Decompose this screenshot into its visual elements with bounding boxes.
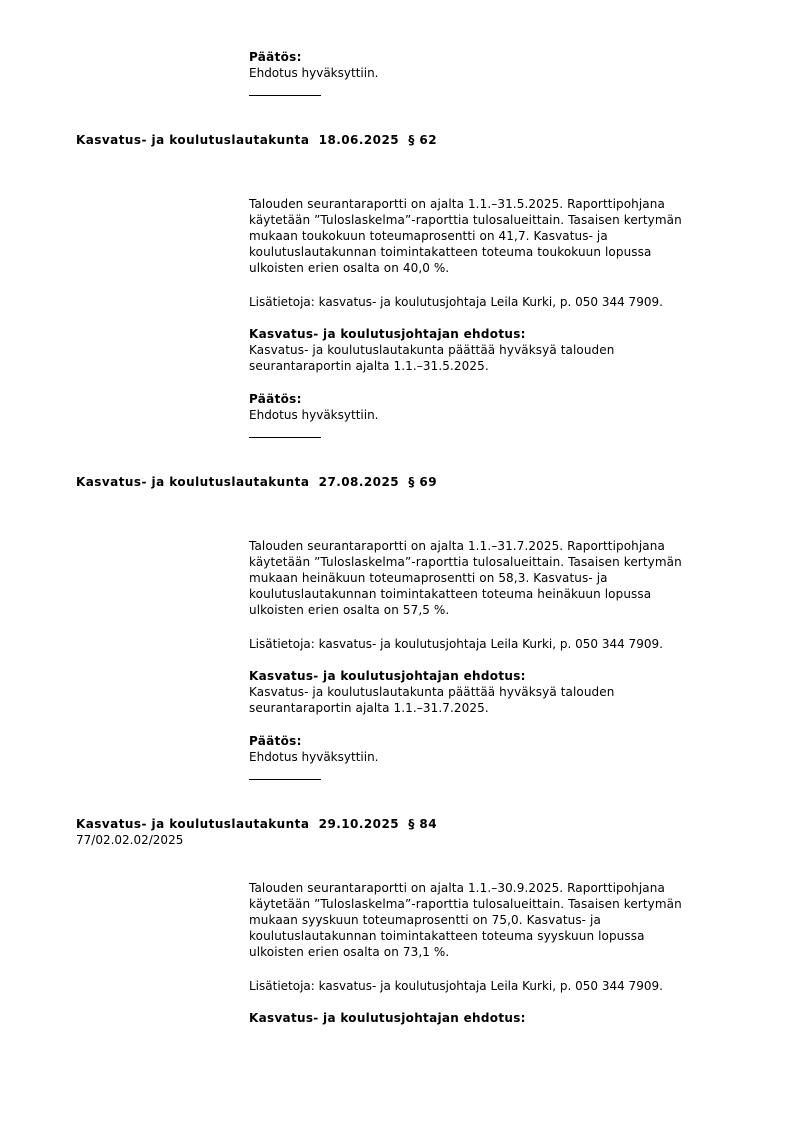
decision-label: Päätös: [249, 392, 302, 406]
decision-text: Ehdotus hyväksyttiin. [249, 66, 379, 80]
decision-text: Ehdotus hyväksyttiin. [249, 408, 379, 422]
info-line: Lisätietoja: kasvatus- ja koulutusjohtaja Leila Kurki, p. 050 344 7909. [249, 295, 663, 309]
section-heading: Kasvatus- ja koulutuslautakunta 18.06.2025 § 62 [76, 133, 437, 147]
proposal-label: Kasvatus- ja koulutusjohtajan ehdotus: [249, 1011, 526, 1025]
section-heading: Kasvatus- ja koulutuslautakunta 29.10.2025 § 84 [76, 817, 437, 831]
report-paragraph: Talouden seurantaraportti on ajalta 1.1.–31.7.2025. Raporttipohjana käytetään ”Tuloslaskelma”-raporttia tulosalueittain. Tasaisen kertymän mukaan heinäkuun toteumaprosentti on 58,3. Kasvatus- ja koulutuslautakunnan toimintakatteen toteuma heinäkuun lopussa ulkoisten erien osalta on 57,5 %. [249, 539, 682, 617]
info-line: Lisätietoja: kasvatus- ja koulutusjohtaja Leila Kurki, p. 050 344 7909. [249, 979, 663, 993]
proposal-text: Kasvatus- ja koulutuslautakunta päättää hyväksyä talouden seurantaraportin ajalta 1.1.–31.7.2025. [249, 685, 615, 715]
proposal-text: Kasvatus- ja koulutuslautakunta päättää hyväksyä talouden seurantaraportin ajalta 1.1.–31.5.2025. [249, 343, 615, 373]
section-heading: Kasvatus- ja koulutuslautakunta 27.08.2025 § 69 [76, 475, 437, 489]
report-paragraph: Talouden seurantaraportti on ajalta 1.1.–31.5.2025. Raporttipohjana käytetään ”Tuloslaskelma”-raporttia tulosalueittain. Tasaisen kertymän mukaan toukokuun toteumaprosentti on 41,7. Kasvatus- ja koulutuslautakunnan toimintakatteen toteuma toukokuun lopussa ulkoisten erien osalta on 40,0 %. [249, 197, 682, 275]
proposal-label: Kasvatus- ja koulutusjohtajan ehdotus: [249, 669, 526, 683]
section-divider [249, 95, 321, 96]
report-paragraph: Talouden seurantaraportti on ajalta 1.1.–30.9.2025. Raporttipohjana käytetään ”Tuloslaskelma”-raporttia tulosalueittain. Tasaisen kertymän mukaan syyskuun toteumaprosentti on 75,0. Kasvatus- ja koulutuslautakunnan toimintakatteen toteuma syyskuun lopussa ulkoisten erien osalta on 73,1 %. [249, 881, 682, 959]
decision-label: Päätös: [249, 50, 302, 64]
proposal-label: Kasvatus- ja koulutusjohtajan ehdotus: [249, 327, 526, 341]
section-divider [249, 779, 321, 780]
reference-number: 77/02.02.02/2025 [76, 833, 184, 847]
decision-text: Ehdotus hyväksyttiin. [249, 750, 379, 764]
info-line: Lisätietoja: kasvatus- ja koulutusjohtaja Leila Kurki, p. 050 344 7909. [249, 637, 663, 651]
section-divider [249, 437, 321, 438]
decision-label: Päätös: [249, 734, 302, 748]
